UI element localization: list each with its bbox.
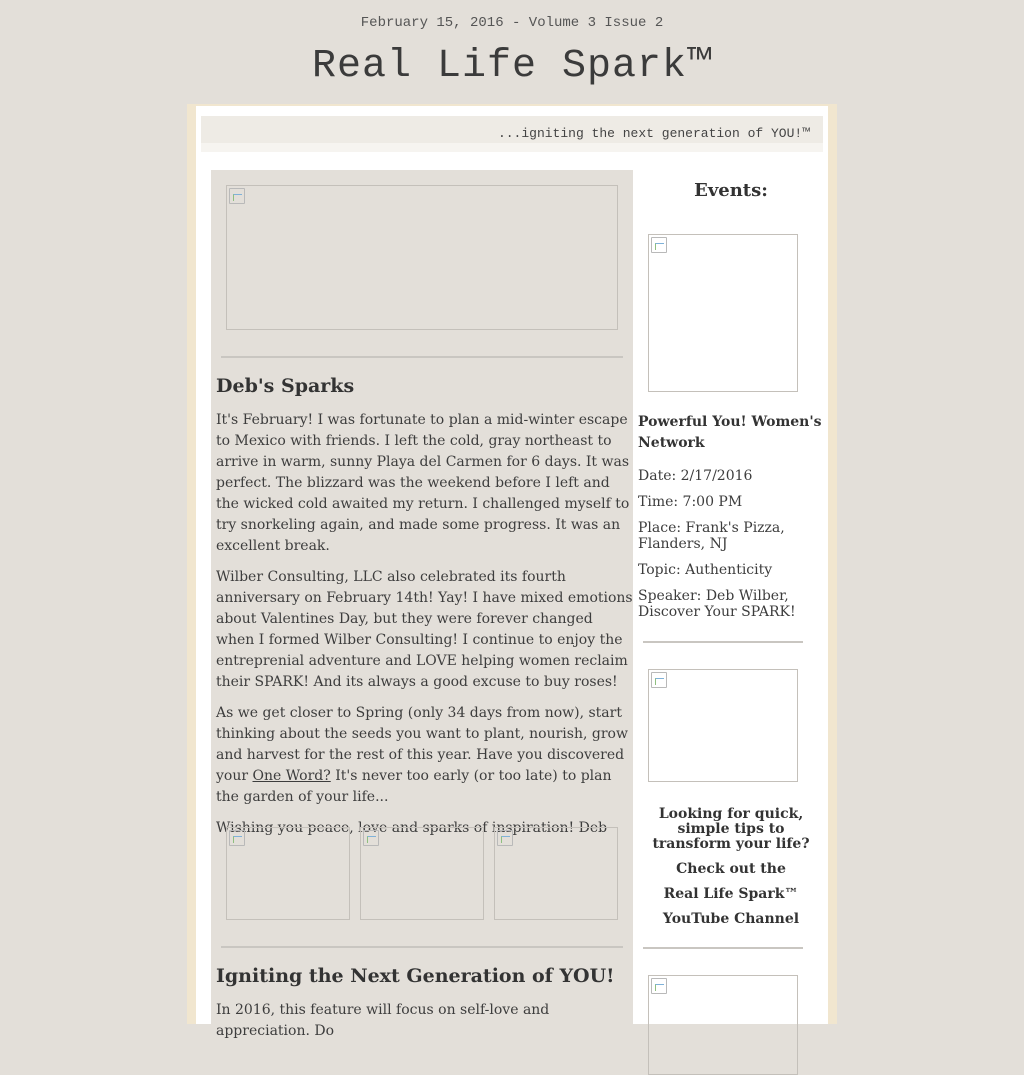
divider (643, 641, 803, 643)
section-title-debs-sparks: Deb's Sparks (216, 375, 355, 397)
article-paragraph: In 2016, this feature will focus on self-love and appreciation. Do (216, 1002, 550, 1039)
article-signoff: Wishing you peace, love and sparks of inspiration! Deb (216, 820, 608, 836)
main-column (211, 170, 633, 1039)
youtube-promo-image[interactable] (648, 669, 798, 782)
broken-image-icon (229, 188, 245, 204)
event-topic: Topic: Authenticity (638, 562, 773, 578)
debs-sparks-article (216, 410, 634, 849)
event-date: Date: 2/17/2016 (638, 468, 753, 484)
banner-image[interactable] (226, 185, 618, 330)
event-time: Time: 7:00 PM (638, 494, 743, 510)
article-paragraph: Wilber Consulting, LLC also celebrated its fourth anniversary on February 14th! Yay! I have mixed emotions about Valentines Day, but they were forever changed when I formed Wilber Consulting! I continue to enjoy the entreprenial adventure and LOVE helping women reclaim their SPARK! And its always a good excuse to buy roses! (216, 569, 633, 690)
sidebar-image[interactable] (648, 975, 798, 1075)
paragraph-text: It's never too early (or too late) to plan the garden of your life... (216, 768, 612, 805)
igniting-article (216, 1000, 634, 1052)
youtube-channel-link[interactable]: YouTube Channel (662, 911, 800, 927)
promo-question: Looking for quick, simple tips to transform your life? (652, 806, 810, 852)
newsletter-frame (187, 104, 837, 1039)
broken-image-icon (651, 237, 667, 253)
broken-image-icon (651, 978, 667, 994)
event-speaker: Speaker: Deb Wilber, Discover Your SPARK! (638, 588, 796, 620)
promo-line: Check out the (676, 861, 786, 877)
article-paragraph (216, 703, 634, 808)
tagline: ...igniting the next generation of YOU!™ (497, 126, 810, 141)
youtube-channel-name[interactable]: Real Life Spark™ (663, 886, 799, 902)
event-place: Place: Frank's Pizza, Flanders, NJ (638, 520, 785, 552)
divider (643, 947, 803, 949)
broken-image-icon (497, 830, 513, 846)
newsletter-title: Real Life Spark™ (311, 44, 713, 89)
photo-thumbnail-3[interactable] (494, 827, 618, 920)
article-paragraph: It's February! I was fortunate to plan a mid-winter escape to Mexico with friends. I left the cold, gray northeast to arrive in warm, sunny Playa del Carmen for 6 days. It was perfect. The blizzard was the weekend before I left and the wicked cold awaited my return. I challenged myself to try snorkeling again, and made some progress. It was an excellent break. (216, 412, 630, 554)
event-flyer-image[interactable] (648, 234, 798, 392)
broken-image-icon (229, 830, 245, 846)
newsletter-body (196, 106, 828, 1039)
section-title-igniting: Igniting the Next Generation of YOU! (216, 965, 615, 987)
broken-image-icon (651, 672, 667, 688)
event-name: Powerful You! Women's Network (638, 414, 822, 451)
photo-thumbnail-1[interactable] (226, 827, 350, 920)
broken-image-icon (363, 830, 379, 846)
issue-dateline: February 15, 2016 - Volume 3 Issue 2 (360, 15, 664, 31)
photo-thumbnail-2[interactable] (360, 827, 484, 920)
events-heading: Events: (694, 180, 768, 201)
paragraph-text: As we get closer to Spring (only 34 days from now), start thinking about the seeds you want to plant, nourish, grow and harvest for the rest of this year. Have you discovered your (216, 705, 628, 784)
one-word-link[interactable]: One Word? (252, 768, 331, 784)
divider (221, 356, 623, 358)
divider (221, 946, 623, 948)
